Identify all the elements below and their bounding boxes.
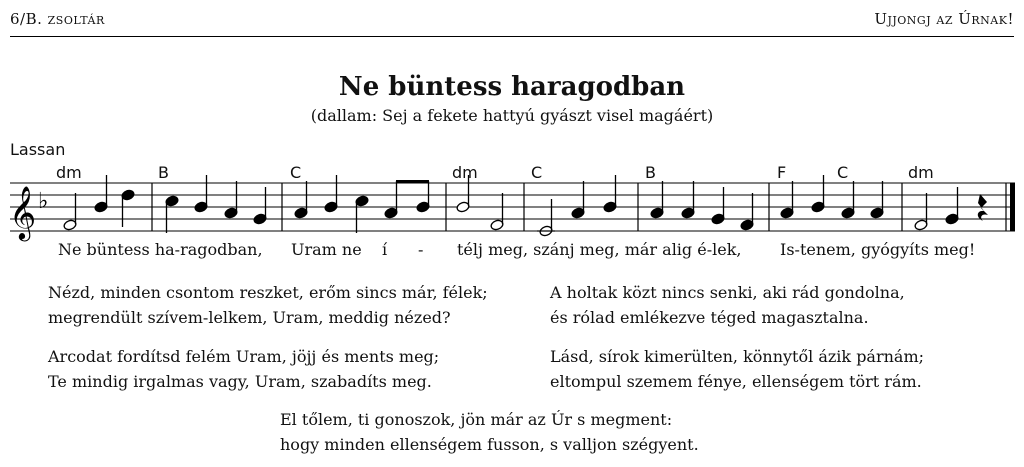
chord-symbol: dm [452, 163, 478, 182]
lyric-syllable: - [418, 240, 424, 259]
chord-symbol: C [531, 163, 543, 182]
verse-5 [280, 407, 699, 457]
chord-symbol: B [158, 163, 169, 182]
verse-3 [48, 344, 439, 394]
lyric-syllable: télj meg, szánj meg, már alig é-lek, [457, 240, 742, 259]
verse-1 [48, 280, 488, 330]
header-right: Ujjongj az Úrnak! [874, 10, 1014, 28]
final-barline [1010, 183, 1015, 231]
verse-line: Lásd, sírok kimerülten, könnytől ázik párnám; [550, 347, 925, 366]
chord-symbol: F [777, 163, 787, 182]
chord-symbol: C [290, 163, 302, 182]
song-title: Ne büntess haragodban [338, 72, 686, 102]
chord-symbol: B [645, 163, 656, 182]
lyric-syllable: Uram ne [291, 240, 362, 259]
verse-line: A holtak közt nincs senki, aki rád gondolna, [550, 283, 905, 302]
lyric-syllable: Ne büntess ha-ragodban, [58, 240, 263, 259]
lyric-syllable: Is-tenem, gyógyíts meg! [780, 240, 976, 259]
chord-symbol: C [837, 163, 849, 182]
verse-line: megrendült szívem-lelkem, Uram, meddig nézed? [48, 308, 451, 327]
verse-line: Te mindig irgalmas vagy, Uram, szabadíts meg. [48, 372, 432, 391]
chord-symbol: dm [908, 163, 934, 182]
song-subtitle: (dallam: Sej a fekete hattyú gyászt visel magáért) [310, 106, 714, 125]
chord-symbol: dm [56, 163, 82, 182]
verse-line: és rólad emlékezve téged magasztalna. [550, 308, 869, 327]
lyric-syllable: í [382, 240, 388, 259]
treble-clef-icon: 𝄞 [9, 185, 37, 239]
verse-line: Nézd, minden csontom reszket, erőm sincs már, félek; [48, 283, 488, 302]
verse-line: eltompul szemem fénye, ellenségem tört rám. [550, 372, 922, 391]
verse-2 [550, 280, 905, 330]
verse-4 [550, 344, 924, 394]
notes [63, 175, 959, 237]
flat-sign-icon: ♭ [38, 189, 49, 214]
verse-line: El tőlem, ti gonoszok, jön már az Úr s megment: [280, 410, 673, 429]
tempo-marking: Lassan [10, 140, 66, 159]
verse-line: Arcodat fordítsd felém Uram, jöjj és ments meg; [48, 347, 440, 366]
header-left: 6/B. zsoltár [10, 10, 105, 28]
verse-line: hogy minden ellenségem fusson, s valljon szégyent. [280, 435, 699, 454]
